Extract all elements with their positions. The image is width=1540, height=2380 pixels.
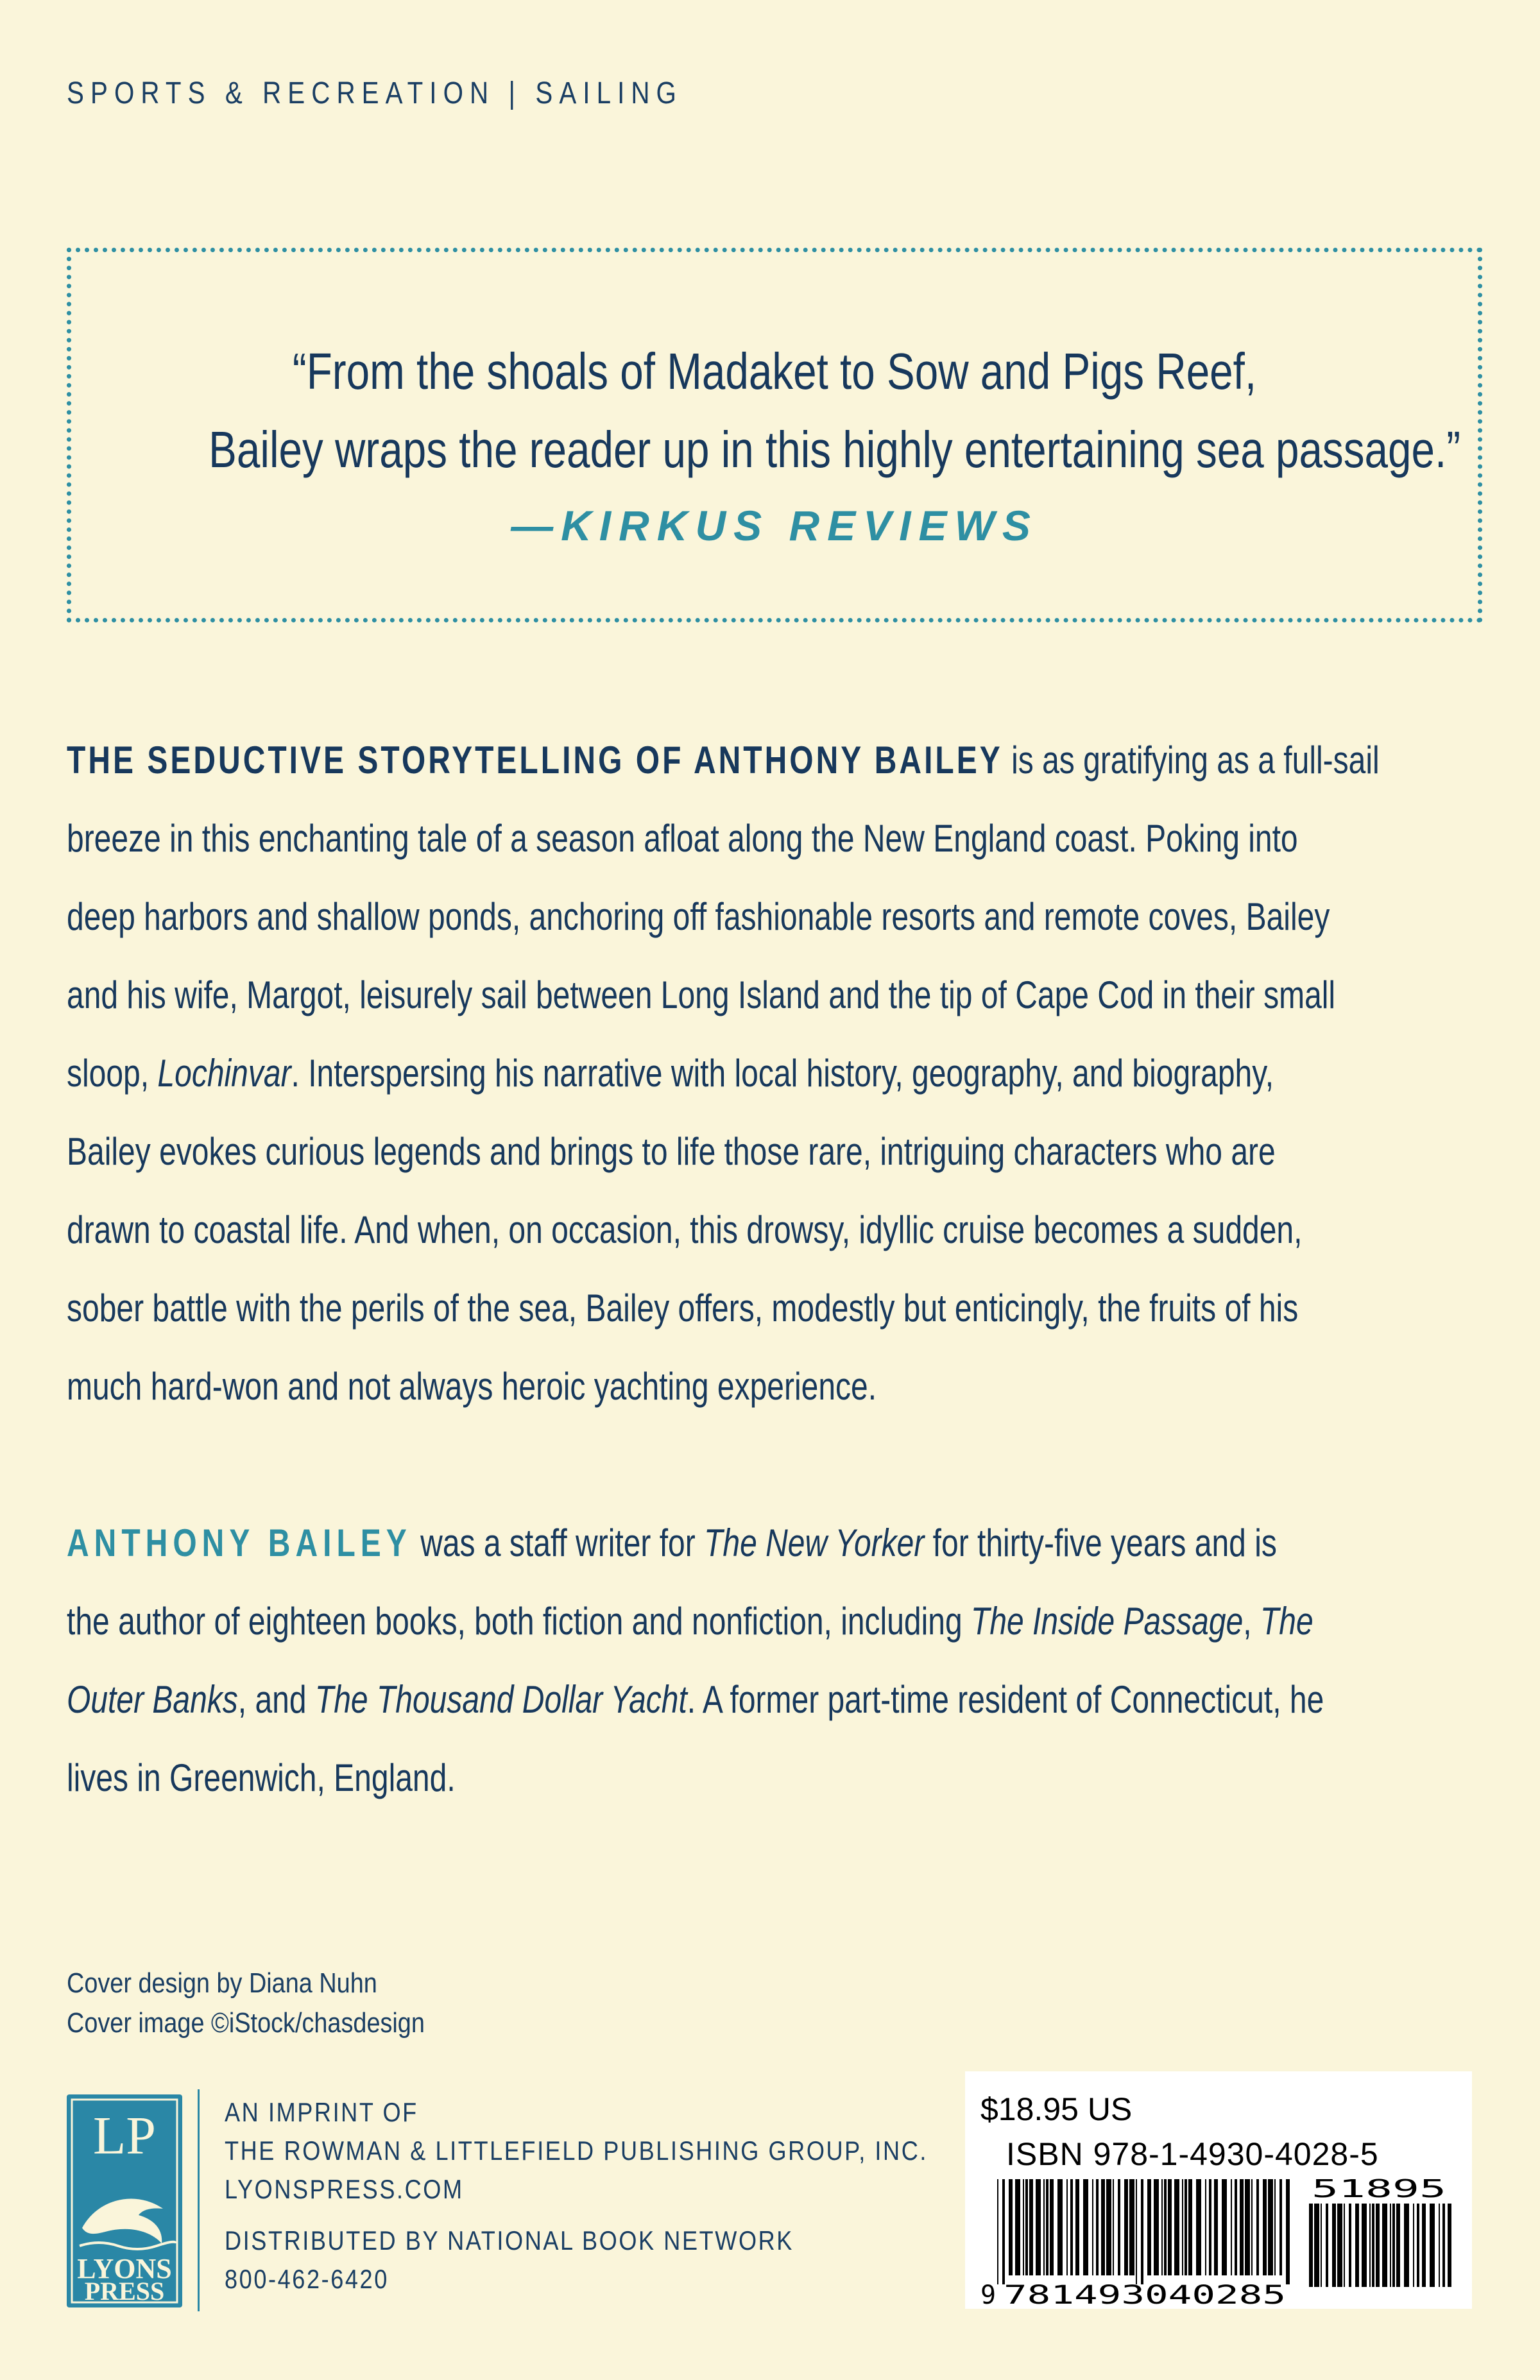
barcode-bar (1439, 2204, 1440, 2287)
bio-lead: ANTHONY BAILEY (67, 1521, 412, 1564)
imprint-block: AN IMPRINT OF THE ROWMAN & LITTLEFIELD PUBLISHING GROUP, INC. LYONSPRESS.COM (225, 2093, 1042, 2209)
barcode-bar (1372, 2204, 1374, 2287)
logo-name: PRESS (84, 2277, 165, 2306)
cover-image-credit: Cover image ©iStock/chasdesign (67, 2007, 425, 2039)
barcode-bar (1448, 2204, 1451, 2287)
quote-source: —KIRKUS REVIEWS (511, 502, 1038, 549)
barcode-bar (1337, 2204, 1342, 2287)
barcode-bar (1369, 2204, 1371, 2287)
barcode-bar (1344, 2204, 1345, 2287)
barcode-bar (1390, 2204, 1391, 2287)
barcode-bar (1168, 2179, 1172, 2275)
divider (198, 2089, 200, 2311)
barcode-bar (1083, 2179, 1088, 2275)
barcode-bar (1029, 2179, 1033, 2275)
barcode-bar (1404, 2204, 1409, 2287)
barcode-bar (1009, 2179, 1013, 2275)
barcode-bar (1057, 2179, 1063, 2275)
barcode-bar (1147, 2179, 1151, 2275)
description-line: sloop, Lochinvar. Interspersing his narrative with local history, geography, and biography, (67, 1052, 1274, 1095)
distribution-block: DISTRIBUTED BY NATIONAL BOOK NETWORK 800-462-6420 (225, 2222, 886, 2299)
barcode-bar (1376, 2204, 1380, 2287)
barcode-bar (1092, 2179, 1093, 2275)
barcode-bar (1101, 2179, 1105, 2275)
barcode-bars-main (997, 2179, 1290, 2284)
barcode-bar (1263, 2179, 1267, 2275)
barcode-bar (1392, 2204, 1395, 2287)
barcode-bar (1430, 2204, 1435, 2287)
price: $18.95 US (980, 2091, 1133, 2127)
barcode-bar (1075, 2179, 1079, 2275)
isbn: ISBN 978-1-4930-4028-5 (1006, 2136, 1379, 2172)
barcode-bar (1422, 2204, 1426, 2287)
barcode-panel (965, 2071, 1472, 2309)
barcode-bar (1118, 2179, 1120, 2275)
barcode-bar (1286, 2179, 1290, 2284)
dolphin-logo-icon (67, 2094, 182, 2307)
barcode-bar (1274, 2179, 1276, 2275)
description-line: deep harbors and shallow ponds, anchoring off fashionable resorts and remote coves, Bailey (67, 895, 1330, 938)
barcode-bar (1205, 2179, 1206, 2275)
barcode-bar (1070, 2179, 1073, 2275)
barcode-bar (1174, 2179, 1179, 2275)
bio-line: Outer Banks, and The Thousand Dollar Yacht. A former part-time resident of Connecticut, he (67, 1678, 1324, 1721)
barcode-bar (1196, 2179, 1201, 2275)
barcode-bar (997, 2179, 998, 2284)
barcode-bar (1231, 2179, 1232, 2275)
barcode-bar (1309, 2204, 1313, 2287)
barcode-bar (1349, 2204, 1351, 2287)
logo-letters: LP (92, 2106, 157, 2166)
barcode-bar (1043, 2179, 1045, 2275)
barcode-bar (1129, 2179, 1134, 2275)
description-line: drawn to coastal life. And when, on occasion, this drowsy, idyllic cruise becomes a sudden, (67, 1208, 1303, 1251)
barcode-bar (1154, 2179, 1159, 2275)
barcode-bar (1124, 2179, 1128, 2275)
barcode-bar (1417, 2204, 1419, 2287)
description-line: breeze in this enchanting tale of a season afloat along the New England coast. Poking into (67, 817, 1298, 860)
barcode-addon-digits: 51895 (1312, 2175, 1446, 2203)
barcode-bar (1164, 2179, 1167, 2275)
cover-credits (67, 1964, 483, 2043)
barcode-bar (1355, 2204, 1359, 2287)
review-quote-box (67, 248, 1482, 622)
barcode-bar (1025, 2179, 1028, 2275)
barcode-bar (1050, 2179, 1054, 2275)
logo-name: LYONS (77, 2253, 172, 2284)
barcode-main-digits: 781493040285 (1004, 2281, 1286, 2309)
quote-line: “From the shoals of Madaket to Sow and Pigs Reef, (292, 343, 1257, 400)
barcode-bar (1106, 2179, 1111, 2275)
barcode-icon (965, 2071, 1472, 2309)
barcode-bar (1332, 2204, 1336, 2287)
barcode-bar (1136, 2179, 1137, 2284)
barcode-bar (1096, 2179, 1099, 2275)
barcode-bar (1141, 2179, 1143, 2284)
barcode-bar (1185, 2179, 1187, 2275)
barcode-bar (1240, 2179, 1244, 2275)
description-line: THE SEDUCTIVE STORYTELLING OF ANTHONY BAILEY is as gratifying as a full-sail (67, 739, 1380, 782)
barcode-bar (1182, 2179, 1183, 2275)
barcode-bar (1036, 2179, 1041, 2275)
barcode-bar (1326, 2204, 1328, 2287)
publisher-phone: 800-462-6420 (225, 2264, 389, 2294)
quote-line: Bailey wraps the reader up in this highly entertaining sea passage.” (209, 421, 1461, 478)
barcode-bar (1235, 2179, 1237, 2275)
description-line: much hard-won and not always heroic yachting experience. (67, 1365, 877, 1408)
barcode-bar (1222, 2179, 1227, 2275)
bio-line: ANTHONY BAILEY was a staff writer for The New Yorker for thirty-five years and is (67, 1521, 1277, 1564)
bio-line: the author of eighteen books, both fiction and nonfiction, including The Inside Passage, The (67, 1600, 1313, 1643)
barcode-bar (1002, 2179, 1005, 2284)
barcode-bar (1382, 2204, 1387, 2287)
barcode-bar (1442, 2204, 1445, 2287)
barcode-bar (1362, 2204, 1367, 2287)
publisher-group: THE ROWMAN & LITTLEFIELD PUBLISHING GROUP, INC. (225, 2136, 928, 2166)
description-line: and his wife, Margot, leisurely sail between Long Island and the tip of Cape Cod in their small (67, 973, 1336, 1016)
barcode-lead-digit: 9 (980, 2281, 997, 2309)
barcode-bar (1321, 2204, 1322, 2287)
barcode-bar (1279, 2179, 1282, 2275)
barcode-bar (1251, 2179, 1253, 2275)
barcode-bar (1245, 2179, 1250, 2275)
category-label: SPORTS & RECREATION | SAILING (67, 76, 683, 110)
description-line: sober battle with the perils of the sea, Bailey offers, modestly but enticingly, the fruits of his (67, 1287, 1299, 1330)
bio-line: lives in Greenwich, England. (67, 1756, 456, 1799)
barcode-bar (1209, 2179, 1211, 2275)
barcode-bar (1314, 2204, 1319, 2287)
barcode-bar (1066, 2179, 1068, 2275)
cover-design-credit: Cover design by Diana Nuhn (67, 1967, 377, 1999)
barcode-bar (1023, 2179, 1024, 2275)
description-lead: THE SEDUCTIVE STORYTELLING OF ANTHONY BAILEY (67, 739, 1003, 782)
description-line: Bailey evokes curious legends and brings to life those rare, intriguing characters who are (67, 1130, 1276, 1173)
barcode-bar (1396, 2204, 1400, 2287)
barcode-bar (1015, 2179, 1020, 2275)
barcode-bars-addon (1309, 2204, 1451, 2287)
barcode-bar (1113, 2179, 1114, 2275)
publisher-website: LYONSPRESS.COM (225, 2174, 464, 2204)
lyons-press-logo (67, 2094, 182, 2307)
barcode-bar (1214, 2179, 1218, 2275)
barcode-bar (1268, 2179, 1273, 2275)
barcode-bar (1046, 2179, 1048, 2275)
barcode-bar (1188, 2179, 1192, 2275)
barcode-bar (1161, 2179, 1163, 2275)
barcode-bar (1256, 2179, 1259, 2275)
barcode-bar (1413, 2204, 1414, 2287)
